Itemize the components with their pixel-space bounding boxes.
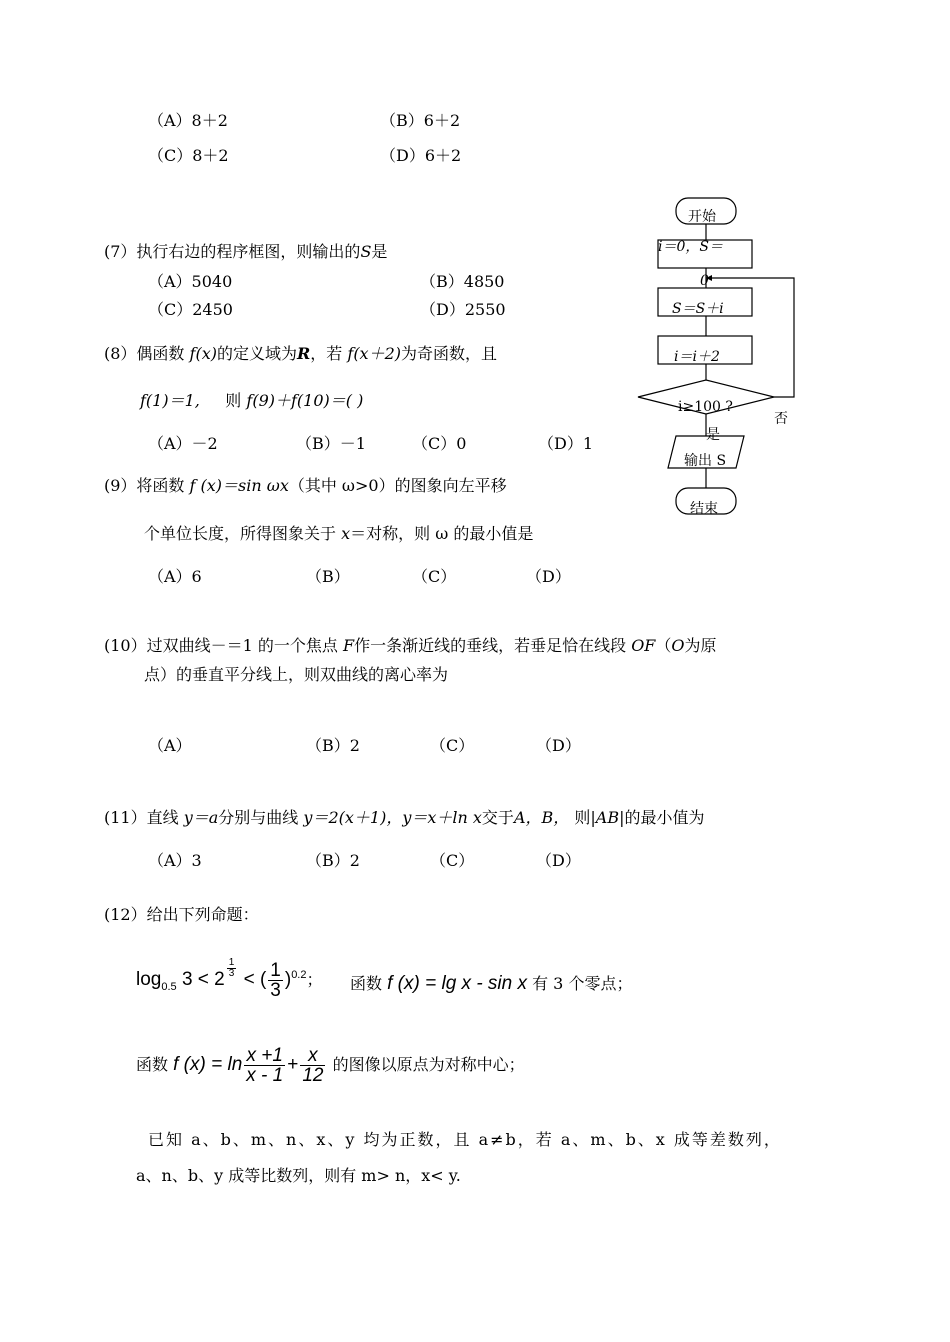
q8-option-d: （D）1 [538, 434, 594, 453]
q10-F: F [342, 636, 355, 655]
q7-stem [104, 244, 387, 260]
q8-option-c: （C）0 [412, 434, 467, 453]
p1-close: ) [284, 969, 292, 991]
q9-line2-pre: 个单位长度，所得图象关于 [144, 524, 337, 543]
q12-prop1 [136, 958, 323, 1000]
q8-then: 则 [225, 391, 242, 410]
q9-end: （其中 ω>0）的图象向左平移 [288, 476, 507, 495]
q11-mid2: 交于 [481, 808, 514, 827]
q10-OF: OF [631, 636, 656, 655]
q8-option-a: （A）－2 [148, 434, 218, 453]
q7-stem-text: (7）执行右边的程序框图，则输出的 [104, 242, 361, 261]
q8-end: 为奇函数，且 [401, 344, 498, 363]
flow-yes-label: 是 [706, 427, 720, 443]
flow-init-label: i＝0，S＝ [658, 239, 723, 255]
p1-lt: < ( [243, 969, 267, 991]
q7-option-d: （D）2550 [420, 300, 506, 319]
q11-option-a: （A）3 [148, 851, 202, 870]
q9-func: f (x)＝sin ωx [189, 476, 289, 495]
q6-option-d: （D）6＋2 [380, 146, 462, 165]
q10-option-a: （A） [148, 736, 192, 755]
q6-option-a: （A）8＋2 [148, 111, 228, 130]
q8-option-b: （B）－1 [296, 434, 366, 453]
q8-pre: (8）偶函数 [104, 344, 185, 363]
q11-end: 的最小值为 [624, 808, 705, 827]
q7-option-a: （A）5040 [148, 272, 233, 291]
p1-exp [225, 958, 239, 979]
q9-option-b: （B） [306, 567, 350, 586]
q9-x: x [341, 524, 351, 543]
p3-frac2 [300, 1046, 325, 1085]
flow-sum-label: S＝S＋i [672, 301, 724, 317]
q10-mid: 作一条渐近线的垂线，若垂足恰在线段 [354, 636, 627, 655]
q11-mid1: 分别与曲线 [218, 808, 299, 827]
q7-option-b: （B）4850 [420, 272, 505, 291]
q10-option-d: （D） [536, 736, 581, 755]
q9-line2 [144, 526, 533, 542]
q9-pre: (9）将函数 [104, 476, 185, 495]
q8-expr: f(9)＋f(10)＝( ) [246, 391, 364, 410]
flow-start-label: 开始 [688, 209, 716, 225]
flow-end-label: 结束 [690, 501, 718, 517]
q11-eq2: y＝2(x＋1)，y＝x＋ln x [303, 808, 482, 827]
q8-line1 [104, 346, 497, 362]
q11-option-c: （C） [430, 851, 475, 870]
flowchart [630, 190, 810, 530]
q9-line1 [104, 478, 507, 494]
q10-option-b: （B）2 [306, 736, 360, 755]
flow-no-label: 否 [774, 411, 788, 427]
q8-mid2: ，若 [310, 344, 343, 363]
p1-base: 0.5 [161, 980, 177, 993]
p3-frac1-den: x - 1 [246, 1065, 284, 1086]
q7-stem-end: 是 [371, 242, 388, 261]
q11-mid3: 则 [574, 808, 591, 827]
p3-frac2-num: x [300, 1046, 325, 1066]
p3-func: f (x) = ln [173, 1054, 243, 1075]
q8-line2 [140, 393, 363, 409]
q8-f2: f(x＋2) [347, 344, 402, 363]
q6-option-b: （B）6＋2 [380, 111, 461, 130]
q10-paren: （ [655, 636, 672, 655]
q10-line1 [104, 638, 717, 654]
p1-mid: 3 < 2 [181, 969, 225, 991]
q7-option-c: （C）2450 [148, 300, 233, 319]
q9-line2-end: ＝对称，则 ω 的最小值是 [350, 524, 534, 543]
flow-init-zero: 0 [700, 273, 709, 289]
q12-prop2 [350, 974, 632, 993]
q9-option-a: （A）6 [148, 567, 202, 586]
q10-end: 为原 [684, 636, 717, 655]
p2-end: 有 3 个零点； [532, 974, 633, 993]
loop-back-arrow [706, 278, 794, 397]
q11-abs: |AB| [590, 808, 625, 827]
p3-frac2-den: 12 [302, 1065, 324, 1086]
p1-exp-num: 1 [228, 957, 235, 968]
q12-prop4-line1: 已知 a、b、m、n、x、y 均为正数，且 a≠b，若 a、m、b、x 成等差数列， [148, 1130, 782, 1149]
flow-inc-label: i＝i＋2 [674, 349, 720, 365]
q11-option-b: （B）2 [306, 851, 360, 870]
p1-log: log [136, 969, 162, 991]
p3-frac1-num: x +1 [244, 1046, 285, 1066]
flow-cond-label: i≥100 ? [678, 399, 733, 415]
q11-AB: A，B， [513, 808, 570, 827]
q9-option-d: （D） [526, 567, 571, 586]
p2-pre: 函数 [350, 974, 383, 993]
q11-option-d: （D） [536, 851, 581, 870]
p1-exp2: 0.2 [291, 968, 307, 981]
q8-f1: f(x) [189, 344, 217, 363]
q9-option-c: （C） [412, 567, 457, 586]
p1-frac [268, 961, 283, 1000]
p3-frac1 [244, 1046, 285, 1085]
p3-pre: 函数 [136, 1055, 169, 1074]
p3-plus: + [287, 1054, 299, 1075]
p1-semi: ； [306, 970, 323, 990]
q10-pre: (10）过双曲线－＝1 的一个焦点 [104, 636, 338, 655]
q12-stem: (12）给出下列命题： [104, 905, 259, 924]
flow-output-label: 输出 S [684, 453, 727, 469]
q8-cond: f(1)＝1, [140, 391, 200, 410]
q6-option-c: （C）8＋2 [148, 146, 229, 165]
q12-prop4-line2: a、n、b、y 成等比数列，则有 m> n，x< y. [136, 1166, 461, 1185]
p2-func: f (x) = lg x - sin x [387, 973, 527, 994]
p1-frac-num: 1 [270, 959, 281, 981]
p1-exp-den: 3 [228, 968, 235, 979]
q7-stem-var: S [360, 242, 372, 261]
q10-O: O [671, 636, 685, 655]
q11-pre: (11）直线 [104, 808, 179, 827]
q11-eq1: y＝a [183, 808, 219, 827]
q11-stem [104, 810, 704, 826]
q12-prop3 [136, 1046, 525, 1085]
q10-line2: 点）的垂直平分线上，则双曲线的离心率为 [144, 665, 449, 684]
p3-end: 的图像以原点为对称中心； [332, 1055, 525, 1074]
p1-frac-den: 3 [270, 979, 281, 1001]
q8-R: R [296, 344, 311, 363]
q8-mid: 的定义域为 [216, 344, 297, 363]
q10-option-c: （C） [430, 736, 475, 755]
